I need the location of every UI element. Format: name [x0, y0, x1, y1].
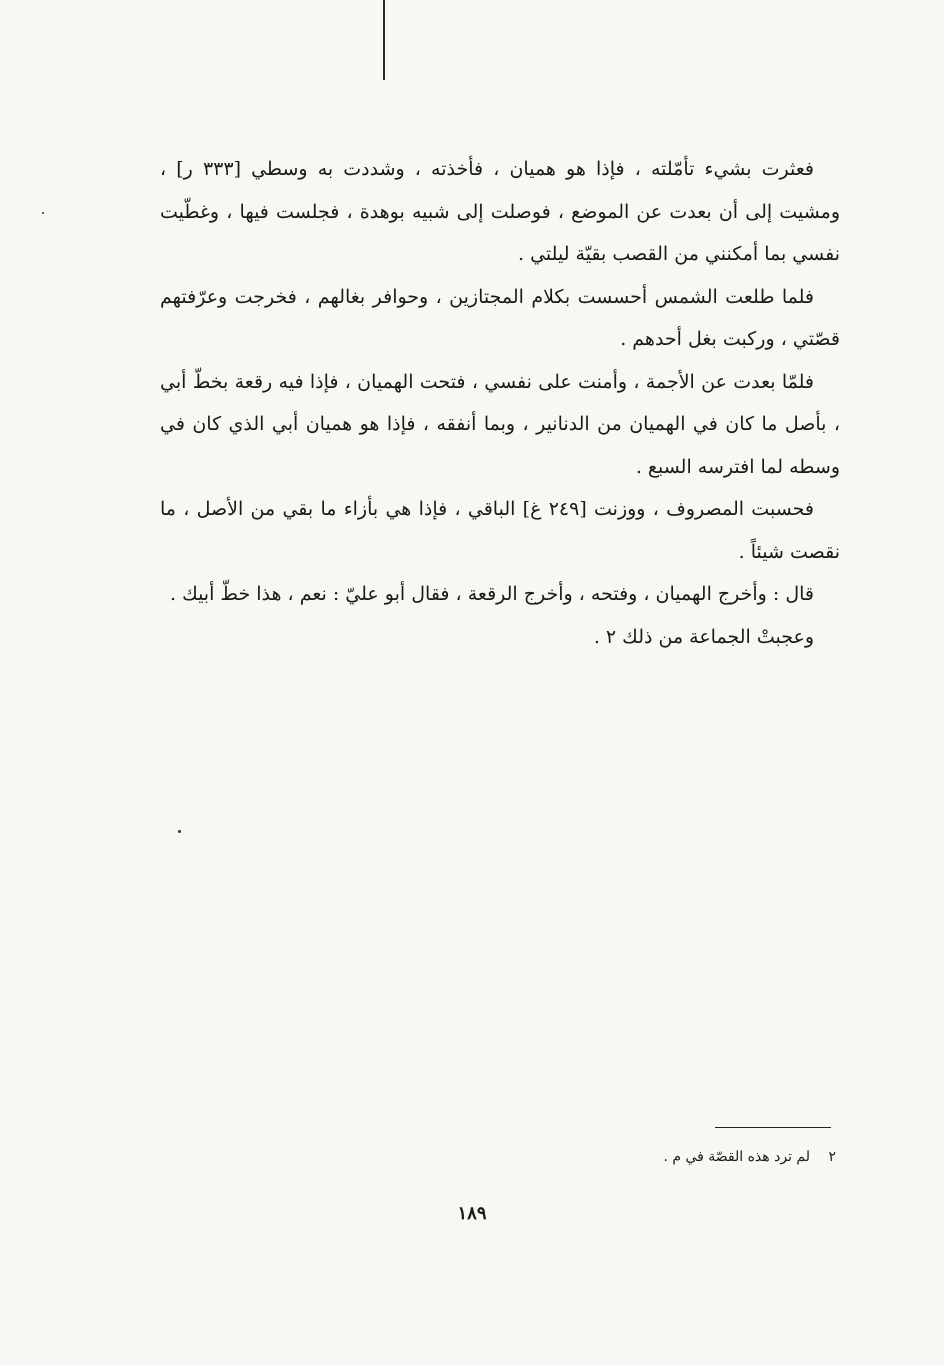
page-number: ١٨٩ [457, 1203, 487, 1224]
main-text-block [160, 148, 840, 658]
scan-speck [42, 212, 44, 214]
page-number-container [0, 1203, 944, 1224]
paragraph-2: فلما طلعت الشمس أحسست بكلام المجتازين ، وحوافر بغالهم ، فخرجت وعرّفتهم قصّتي ، وركبت بغل أحدهم . [160, 285, 840, 350]
gutter-line [383, 0, 385, 80]
paragraph-1: فعثرت بشيء تأمّلته ، فإذا هو هميان ، فأخذته ، وشددت به وسطي [٣٣٣ ر] ، ومشيت إلى أن بعدت عن الموضع ، فوصلت إلى شبيه بوهدة ، فجلست فيها ، وغطّيت نفسي بما أمكنني من القصب بقيّة ليلتي . [160, 158, 840, 265]
paragraph-3: فلمّا بعدت عن الأجمة ، وأمنت على نفسي ، فتحت الهميان ، فإذا فيه رقعة بخطّ أبي ، بأصل ما كان في الهميان من الدنانير ، وبما أنفقه ، فإذا هو هميان أبي الذي كان في وسطه لما افترسه السبع . [160, 370, 840, 478]
paragraph-6: وعجبتْ الجماعة من ذلك ٢ . [593, 625, 814, 648]
scan-speck [178, 830, 181, 833]
footnote-text: لم ترد هذه القصّة في م . [663, 1149, 811, 1165]
footnote-number: ٢ [828, 1149, 836, 1165]
paragraph-5: قال : وأخرج الهميان ، وفتحه ، وأخرج الرقعة ، فقال أبو عليّ : نعم ، هذا خطّ أبيك . [169, 583, 814, 605]
footnote-separator [715, 1127, 831, 1128]
paragraph-4: فحسبت المصروف ، ووزنت [٢٤٩ غ] الباقي ، فإذا هي بأزاء ما بقي من الأصل ، ما نقصت شيئاً . [160, 498, 840, 563]
footnote [663, 1145, 836, 1169]
